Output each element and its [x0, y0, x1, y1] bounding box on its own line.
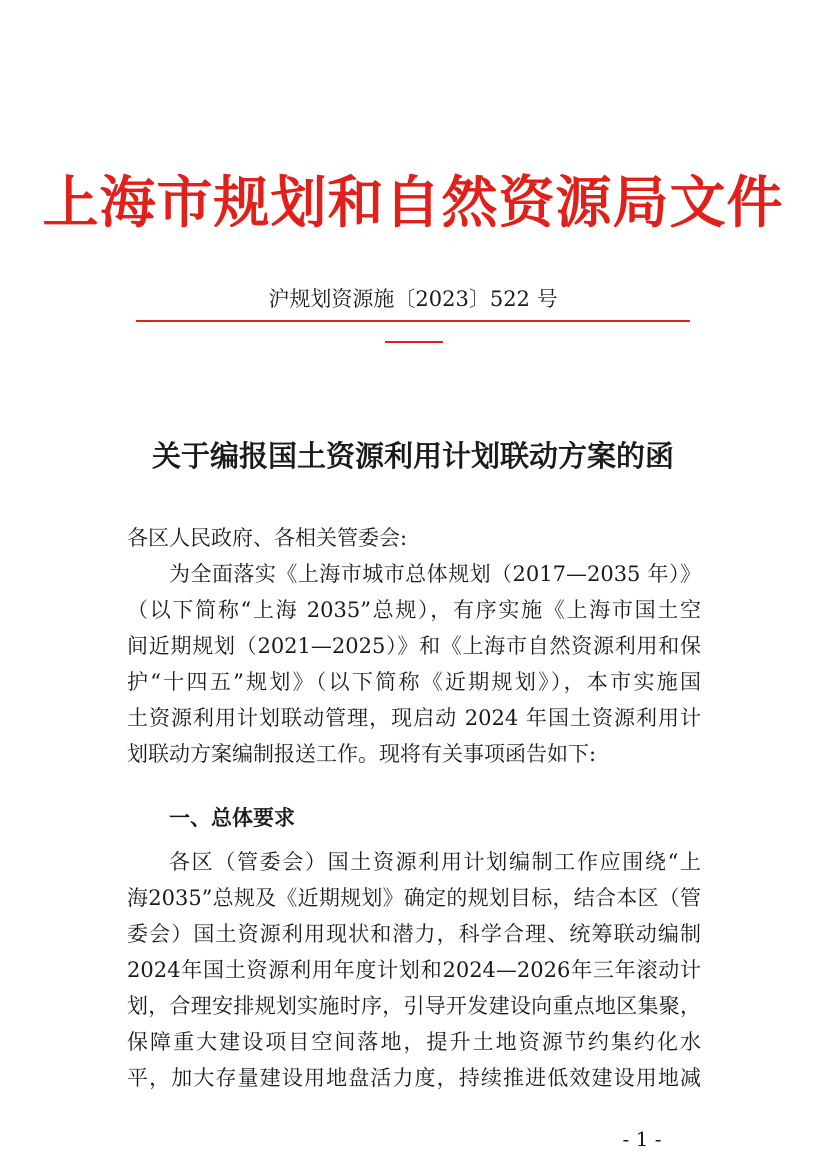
- document-subject: 关于编报国土资源利用计划联动方案的函: [151, 439, 674, 473]
- paragraph-2: [127, 844, 701, 1096]
- paragraph-line: 划，合理安排规划实施时序，引导开发建设向重点地区集聚，: [127, 994, 701, 1018]
- paragraph-line: 为全面落实《上海市城市总体规划（2017—2035 年）》: [169, 562, 701, 586]
- page-number: - 1 -: [622, 1127, 662, 1151]
- paragraph-line: 土资源利用计划联动管理，现启动 2024 年国土资源利用计: [127, 706, 701, 730]
- paragraph-line: 各区（管委会）国土资源利用计划编制工作应围绕“上: [169, 850, 701, 874]
- paragraph-line: 划联动方案编制报送工作。现将有关事项函告如下:: [127, 742, 597, 766]
- paragraph-line: 间近期规划（2021—2025）》和《上海市自然资源利用和保: [127, 634, 701, 658]
- section-heading-1: 一、总体要求: [169, 806, 295, 830]
- paragraph-line: 护“十四五”规划》（以下简称《近期规划》），本市实施国: [127, 670, 701, 694]
- salutation: 各区人民政府、各相关管委会:: [127, 526, 408, 550]
- header-rule-short: [385, 341, 443, 343]
- paragraph-line: 2024年国土资源利用年度计划和2024—2026年三年滚动计: [127, 958, 701, 982]
- document-header-title: 上海市规划和自然资源局文件: [42, 170, 784, 236]
- paragraph-line: 海2035”总规及《近期规划》确定的规划目标，结合本区（管: [127, 886, 701, 910]
- document-number: 沪规划资源施〔2023〕522 号: [268, 287, 558, 311]
- paragraph-line: 保障重大建设项目空间落地，提升土地资源节约集约化水: [127, 1030, 701, 1054]
- paragraph-1: [127, 556, 701, 772]
- paragraph-line: 委会）国土资源利用现状和潜力，科学合理、统筹联动编制: [127, 922, 701, 946]
- paragraph-line: 平，加大存量建设用地盘活力度，持续推进低效建设用地减: [127, 1066, 701, 1090]
- paragraph-line: （以下简称“上海 2035”总规），有序实施《上海市国土空: [127, 598, 701, 622]
- header-rule-long: [136, 320, 690, 322]
